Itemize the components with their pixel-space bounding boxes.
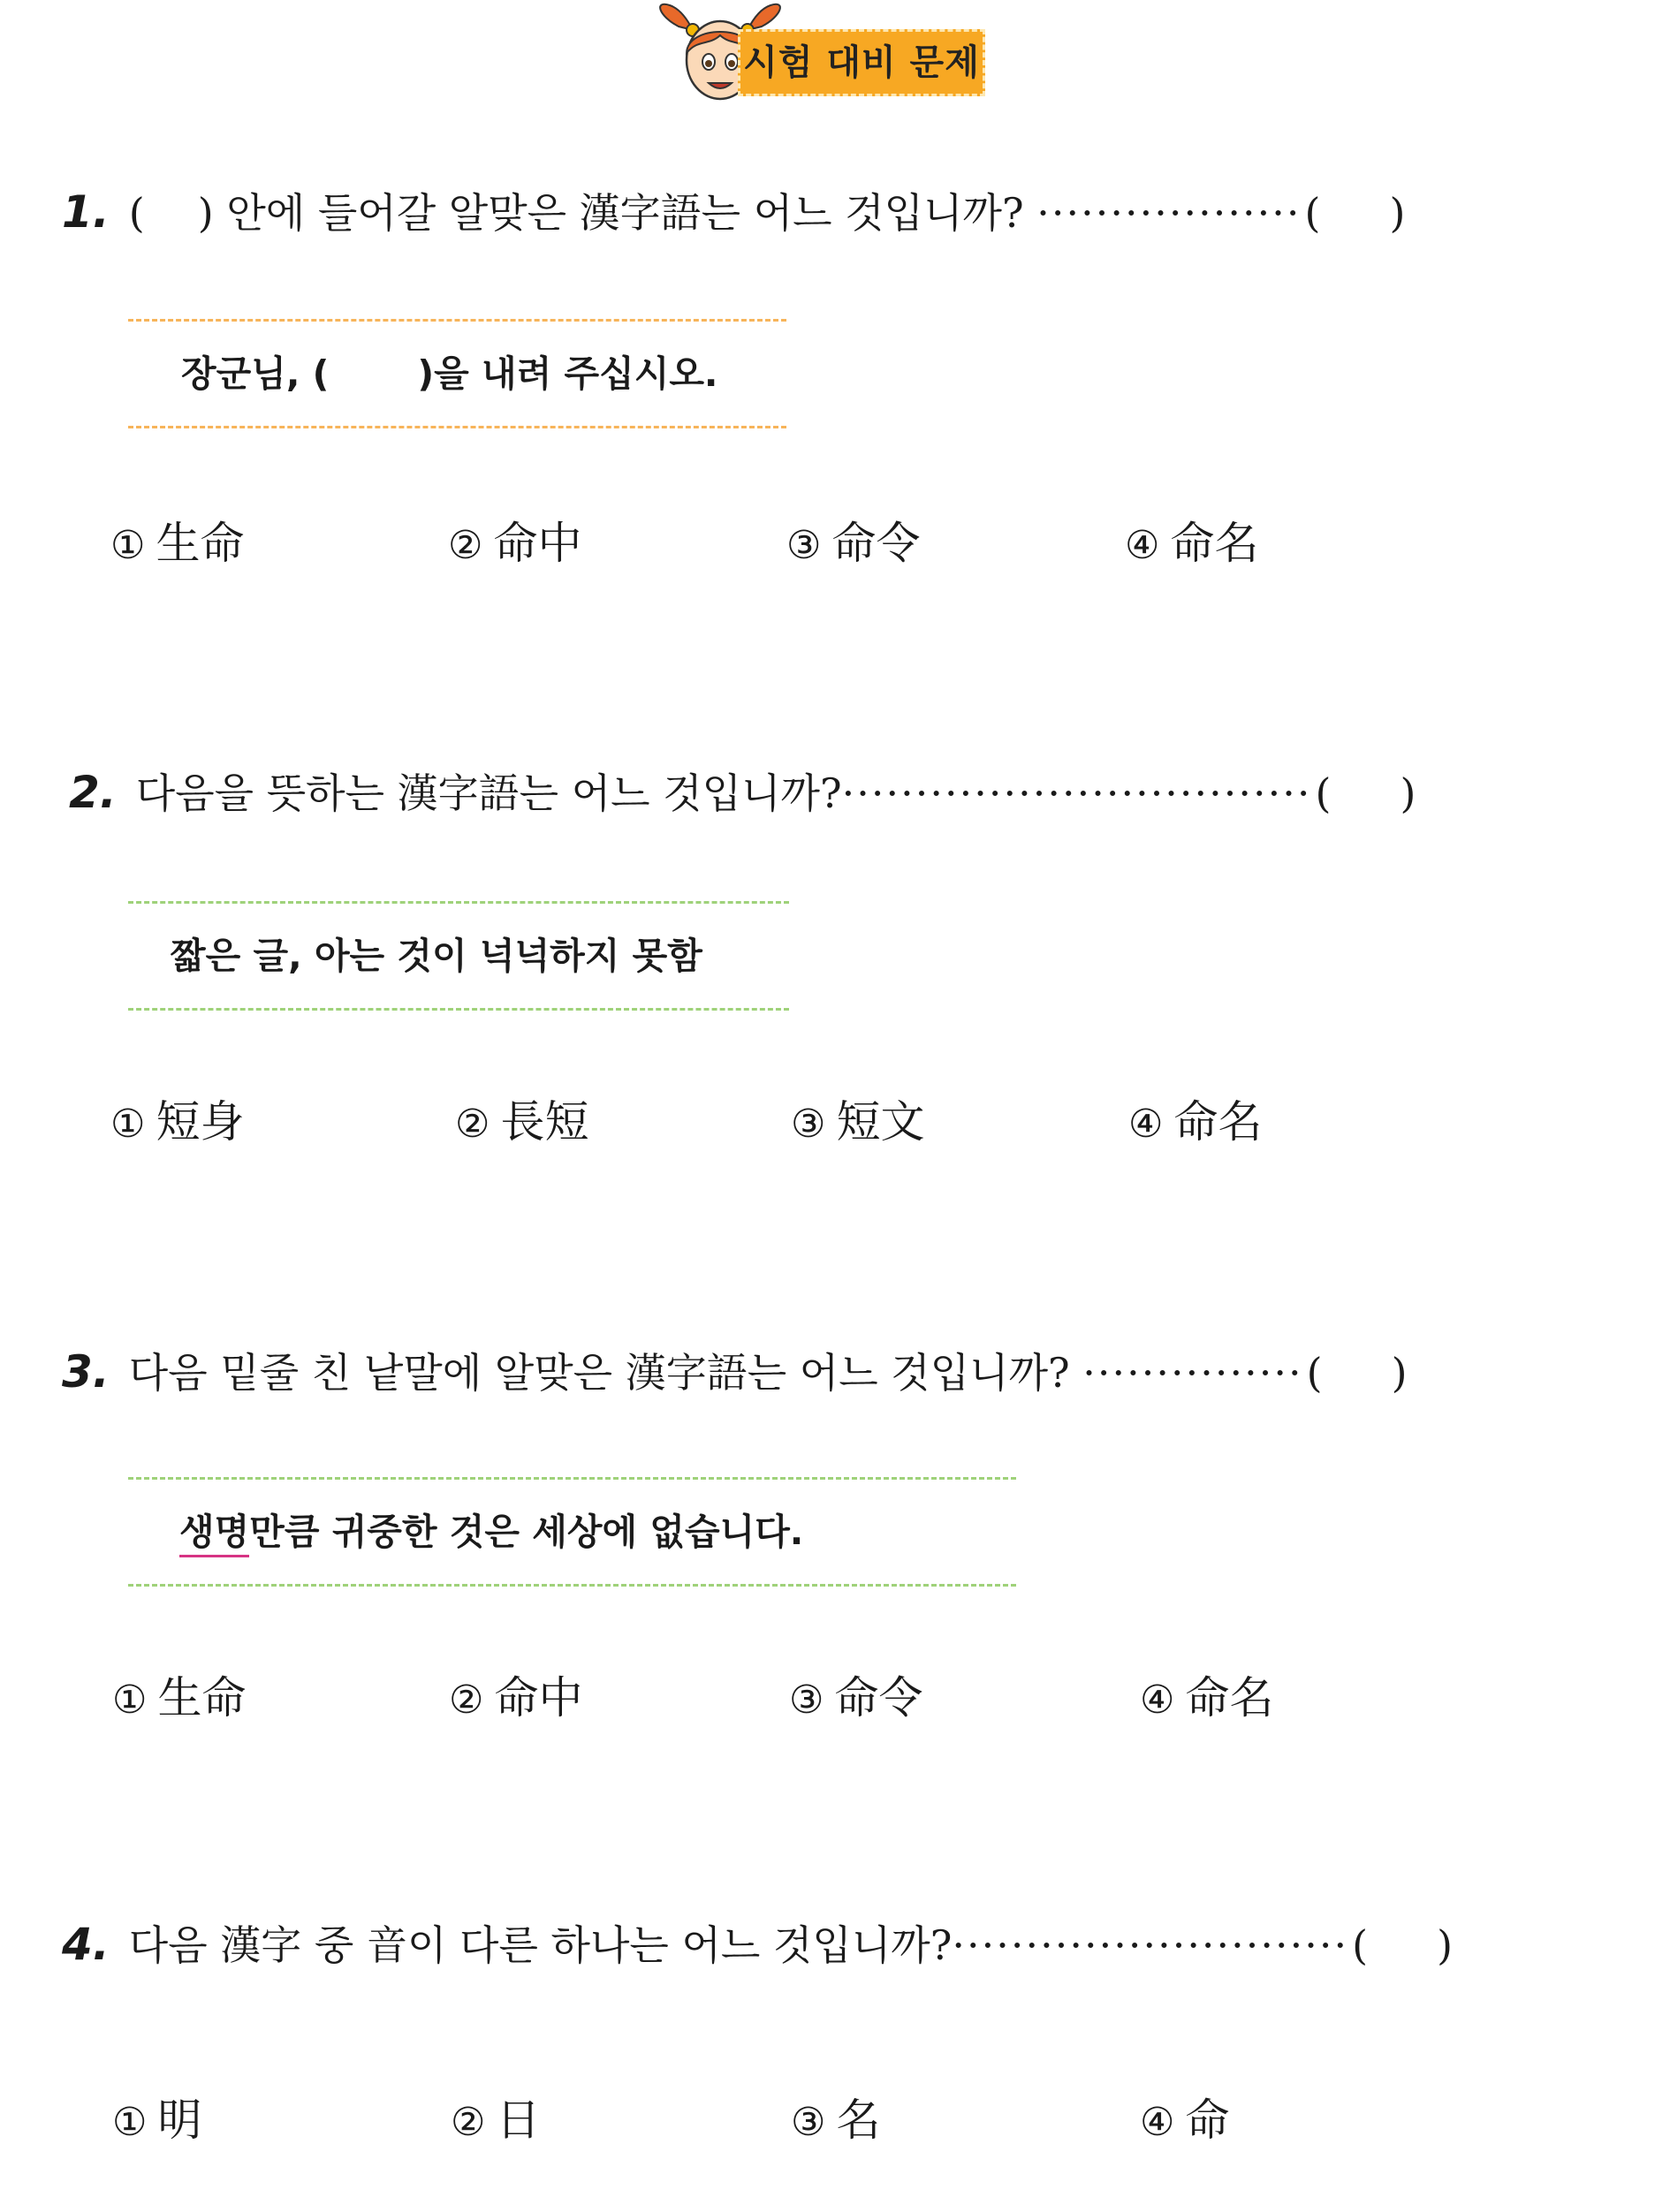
choice-marker: ② — [451, 2100, 486, 2145]
answer-paren-open[interactable]: ( — [1306, 1349, 1323, 1397]
question-text: 다음을 뜻하는 漢字語는 어느 것입니까? — [135, 769, 842, 817]
choice-marker: ④ — [1140, 1678, 1175, 1723]
choice-text: 生命 — [157, 1672, 247, 1723]
question-1-choices — [110, 508, 1347, 570]
choice-3[interactable] — [791, 1087, 924, 1150]
choice-marker: ④ — [1125, 523, 1160, 568]
question-4-choices — [110, 2085, 1347, 2147]
choice-marker: ③ — [786, 523, 822, 568]
choice-text: 明 — [157, 2095, 202, 2146]
answer-paren-close: ) — [1391, 1349, 1408, 1397]
choice-marker: ② — [449, 1678, 484, 1723]
choice-text: 名 — [836, 2095, 881, 2146]
context-text: 짧은 글, 아는 것이 넉넉하지 못함 — [171, 935, 702, 977]
choice-2[interactable] — [448, 508, 581, 572]
question-1 — [62, 181, 1405, 239]
choice-2[interactable] — [455, 1087, 588, 1150]
choice-2[interactable] — [451, 2085, 540, 2148]
choice-marker: ① — [110, 523, 146, 568]
blank-paren-close: ) — [197, 189, 214, 237]
choice-text: 命中 — [493, 518, 582, 569]
choice-text: 命令 — [831, 518, 921, 569]
choice-1[interactable] — [112, 2085, 201, 2148]
context-text: 만큼 귀중한 것은 세상에 없습니다. — [249, 1511, 804, 1553]
answer-paren-close: ) — [1437, 1921, 1454, 1969]
choice-text: 命名 — [1173, 1096, 1263, 1148]
choice-1[interactable] — [110, 1087, 244, 1150]
question-number: 2. — [69, 767, 117, 818]
choice-marker: ④ — [1140, 2100, 1175, 2145]
question-number: 1. — [62, 186, 110, 238]
choice-4[interactable] — [1125, 508, 1258, 572]
section-header — [654, 0, 1060, 106]
question-2-context-box — [128, 901, 789, 1011]
choice-text: 命名 — [1185, 1672, 1274, 1723]
choice-marker: ③ — [791, 2100, 826, 2145]
choice-3[interactable] — [791, 2085, 880, 2148]
question-text: 다음 漢字 중 音이 다른 하나는 어느 것입니까? — [128, 1921, 953, 1969]
question-number: 4. — [62, 1919, 110, 1970]
choice-text: 命名 — [1170, 518, 1259, 569]
choice-marker: ② — [455, 1102, 490, 1147]
choice-1[interactable] — [112, 1663, 246, 1726]
context-text-before: 장군님, ( — [181, 352, 330, 395]
choice-marker: ③ — [789, 1678, 824, 1723]
question-text: 안에 들어갈 알맞은 漢字語는 어느 것입니까? — [226, 189, 1024, 237]
answer-paren-open[interactable]: ( — [1352, 1921, 1369, 1969]
underlined-word: 생명 — [179, 1511, 249, 1557]
choice-marker: ④ — [1128, 1102, 1164, 1147]
choice-marker: ③ — [791, 1102, 826, 1147]
leader-dots: ·················· — [1036, 189, 1302, 237]
choice-3[interactable] — [789, 1663, 922, 1726]
blank-paren-open: ( — [128, 189, 145, 237]
choice-marker: ② — [448, 523, 483, 568]
question-number: 3. — [62, 1346, 110, 1398]
choice-1[interactable] — [110, 508, 244, 572]
choice-2[interactable] — [449, 1663, 582, 1726]
choice-marker: ① — [110, 1102, 146, 1147]
leader-dots: ··························· — [952, 1921, 1349, 1969]
answer-paren-close: ) — [1389, 189, 1406, 237]
choice-text: 日 — [496, 2095, 541, 2146]
question-2 — [69, 761, 1416, 820]
choice-text: 生命 — [156, 518, 245, 569]
section-title: 시험 대비 문제 — [738, 29, 985, 96]
choice-text: 命令 — [834, 1672, 923, 1723]
choice-3[interactable] — [786, 508, 920, 572]
question-4 — [62, 1913, 1453, 1972]
choice-4[interactable] — [1140, 1663, 1273, 1726]
context-text-after: )을 내려 주십시오. — [417, 352, 718, 395]
leader-dots: ··············· — [1082, 1349, 1303, 1397]
choice-text: 短文 — [836, 1096, 925, 1148]
question-3 — [62, 1341, 1408, 1399]
leader-dots: ································ — [841, 769, 1312, 817]
choice-4[interactable] — [1128, 1087, 1262, 1150]
choice-4[interactable] — [1140, 2085, 1229, 2148]
answer-paren-open[interactable]: ( — [1315, 769, 1332, 817]
choice-marker: ① — [112, 2100, 148, 2145]
answer-paren-close: ) — [1400, 769, 1416, 817]
question-1-context-box — [128, 319, 786, 428]
choice-text: 長短 — [500, 1096, 589, 1148]
choice-text: 命中 — [494, 1672, 583, 1723]
choice-text: 命 — [1185, 2095, 1230, 2146]
question-2-choices — [110, 1087, 1347, 1148]
choice-marker: ① — [112, 1678, 148, 1723]
question-3-choices — [110, 1663, 1347, 1724]
choice-text: 短身 — [156, 1096, 245, 1148]
question-3-context-box — [128, 1477, 1016, 1587]
question-text: 다음 밑줄 친 낱말에 알맞은 漢字語는 어느 것입니까? — [128, 1349, 1070, 1397]
answer-paren-open[interactable]: ( — [1304, 189, 1321, 237]
